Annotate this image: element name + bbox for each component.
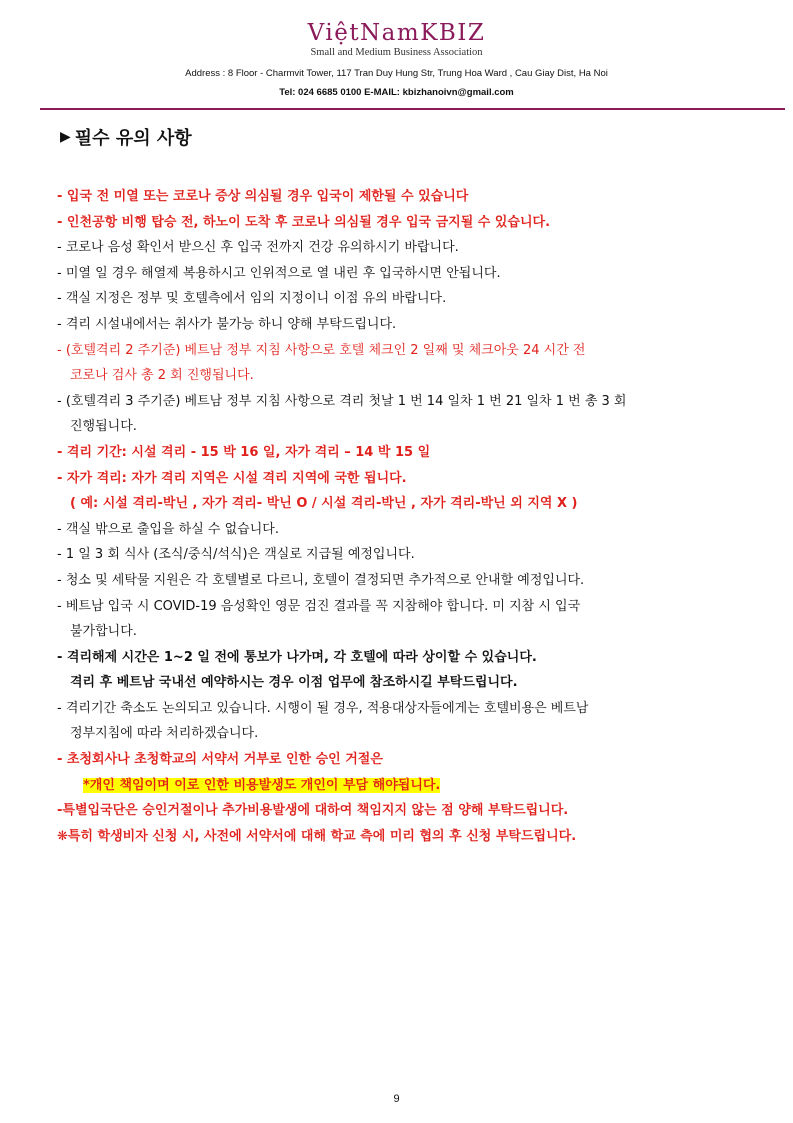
- notice-line: - 객실 밖으로 출입을 하실 수 없습니다.: [57, 521, 279, 537]
- notice-line-continued: 불가합니다.: [70, 624, 137, 640]
- notice-line-example: ( 예: 시설 격리-박닌 , 자가 격리- 박닌 O / 시설 격리-박닌 , 자가 격리-박닌 외 지역 X ): [70, 496, 578, 512]
- org-contact: Tel: 024 6685 0100 E-MAIL: kbizhanoivn@gmail.com: [279, 87, 514, 98]
- notice-line: - 청소 및 세탁물 지원은 각 호텔별로 다르니, 호텔이 결정되면 추가적으로 안내할 예정입니다.: [57, 572, 585, 588]
- notice-line-student-visa: [57, 824, 737, 850]
- notice-line-continued: 진행됩니다.: [70, 419, 137, 435]
- notice-line: - 격리 기간: 시설 격리 - 15 박 16 일, 자가 격리 – 14 박 15 일: [57, 444, 431, 460]
- org-address: Address : 8 Floor - Charmvit Tower, 117 Tran Duy Hung Str, Trung Hoa Ward , Cau Giay Dist, Ha Noi: [185, 68, 608, 79]
- section-title-text: 필수 유의 사항: [74, 128, 192, 149]
- notice-line: -특별입국단은 승인거절이나 추가비용발생에 대하여 책임지지 않는 점 양해 부탁드립니다.: [57, 803, 569, 819]
- notice-line: - 객실 지정은 정부 및 호텔측에서 임의 지정이니 이점 유의 바랍니다.: [57, 291, 447, 307]
- notice-line: - 격리해제 시간은 1~2 일 전에 통보가 나가며, 각 호텔에 따라 상이할 수 있습니다.: [57, 649, 537, 665]
- notice-line: - 격리기간 축소도 논의되고 있습니다. 시행이 될 경우, 적용대상자들에게는 호텔비용은 베트남: [57, 700, 589, 716]
- page-number: 9: [393, 1093, 400, 1105]
- notice-line-highlighted: [57, 773, 737, 799]
- notice-line: - 미열 일 경우 해열제 복용하시고 인위적으로 열 내린 후 입국하시면 안됩니다.: [57, 265, 501, 281]
- notice-line: - 인천공항 비행 탑승 전, 하노이 도착 후 코로나 의심될 경우 입국 금지될 수 있습니다.: [57, 214, 551, 230]
- notice-line: - 자가 격리: 자가 격리 지역은 시설 격리 지역에 국한 됩니다.: [57, 470, 407, 486]
- notice-line: - (호텔격리 3 주기준) 베트남 정부 지침 사항으로 격리 첫날 1 번 14 일차 1 번 21 일차 1 번 총 3 회: [57, 393, 627, 409]
- notice-line: - 초청회사나 초청학교의 서약서 거부로 인한 승인 거절은: [57, 752, 383, 768]
- triangle-right-icon: ▶: [60, 129, 71, 145]
- notice-line-continued: 격리 후 베트남 국내선 예약하시는 경우 이점 업무에 참조하시길 부탁드립니다.: [70, 675, 518, 691]
- highlighted-text: *개인 책임이며 이로 인한 비용발생도 개인이 부담 해야됩니다.: [83, 777, 441, 793]
- notice-line: - 코로나 음성 확인서 받으신 후 입국 전까지 건강 유의하시기 바랍니다.: [57, 240, 459, 256]
- notice-line: - (호텔격리 2 주기준) 베트남 정부 지침 사항으로 호텔 체크인 2 일째 및 체크아웃 24 시간 전: [57, 342, 586, 358]
- letterhead: [0, 18, 793, 98]
- notice-line: - 격리 시설내에서는 취사가 불가능 하니 양해 부탁드립니다.: [57, 316, 397, 332]
- notice-list: [57, 184, 737, 849]
- section-title: [60, 124, 192, 150]
- notice-line-continued: 정부지침에 따라 처리하겠습니다.: [70, 726, 259, 742]
- org-subtitle: Small and Medium Business Association: [310, 47, 483, 58]
- notice-line-continued: 코로나 검사 총 2 회 진행됩니다.: [70, 368, 254, 384]
- org-logo: ViệtNamKBIZ: [307, 20, 486, 46]
- notice-line-text: 특히 학생비자 신청 시, 사전에 서약서에 대해 학교 측에 미리 협의 후 신청 부탁드립니다.: [67, 828, 577, 844]
- notice-line: - 1 일 3 회 식사 (조식/중식/석식)은 객실로 지급될 예정입니다.: [57, 547, 415, 563]
- notice-line: - 입국 전 미열 또는 코로나 증상 의심될 경우 입국이 제한될 수 있습니다: [57, 189, 469, 204]
- header-divider: [40, 108, 785, 110]
- asterisk-flower-icon: ❋: [57, 828, 68, 844]
- notice-line: - 베트남 입국 시 COVID-19 음성확인 영문 검진 결과를 꼭 지참해야 합니다. 미 지참 시 입국: [57, 598, 581, 614]
